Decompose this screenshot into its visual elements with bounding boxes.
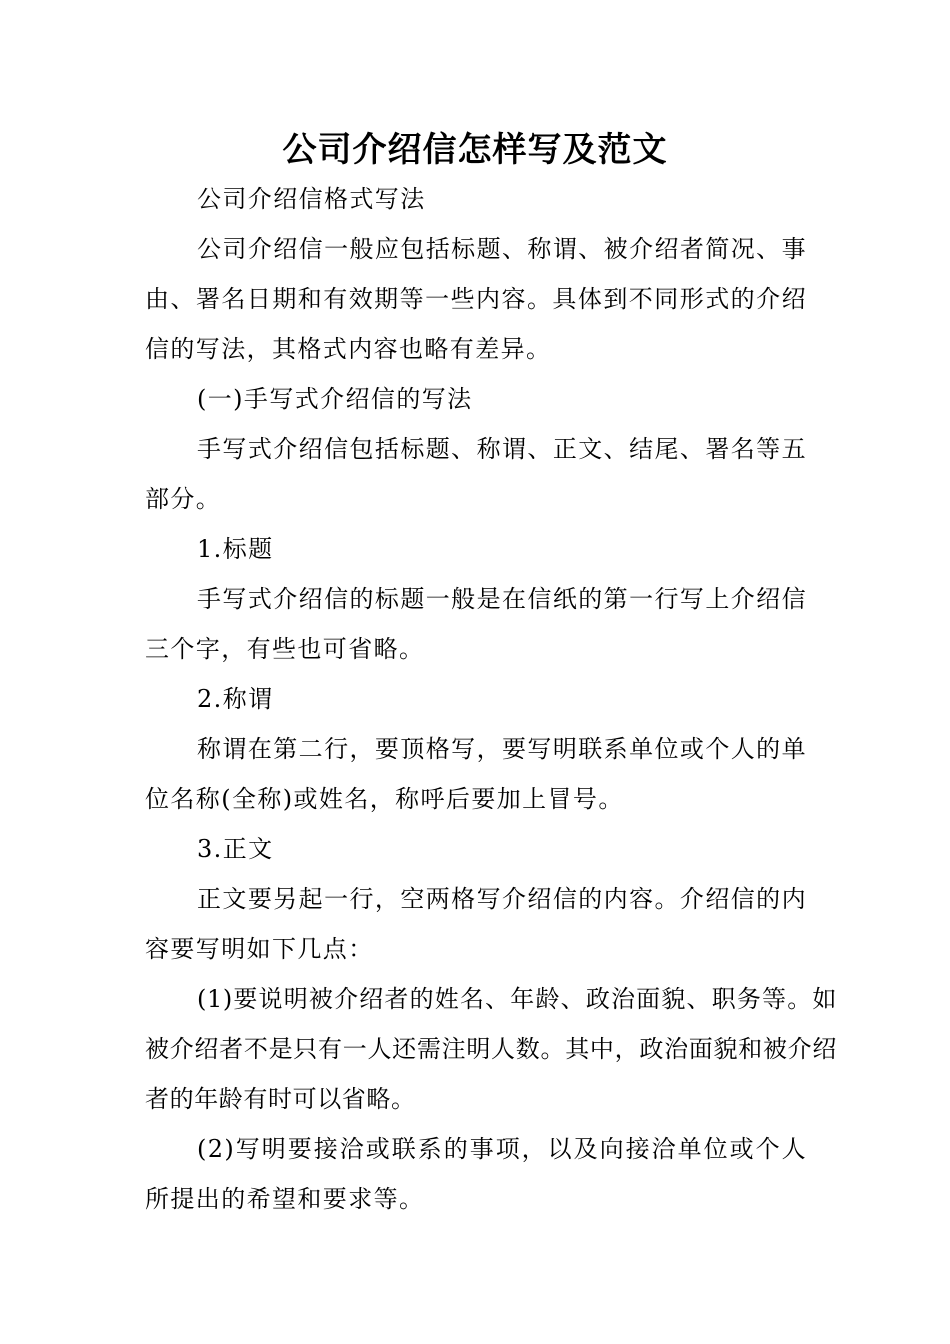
paragraph-overview: 公司介绍信一般应包括标题、称谓、被介绍者简况、事由、署名日期和有效期等一些内容。具体到不同形式的介绍信的写法，其格式内容也略有差异。 [145,235,807,363]
document-title: 公司介绍信怎样写及范文 [282,130,668,170]
paragraph-handwritten-parts: 手写式介绍信包括标题、称谓、正文、结尾、署名等五部分。 [145,435,807,513]
paragraph-body: 正文要另起一行，空两格写介绍信的内容。介绍信的内容要写明如下几点： [145,885,807,963]
subheading-title: 1.标题 [197,535,274,563]
subheading-body: 3.正文 [197,835,274,863]
paragraph-salutation: 称谓在第二行，要顶格写，要写明联系单位或个人的单位名称(全称)或姓名，称呼后要加上冒号。 [145,735,807,813]
section-heading-format: 公司介绍信格式写法 [197,185,426,213]
section-heading-handwritten: (一)手写式介绍信的写法 [197,385,473,413]
paragraph-point-2: (2)写明要接洽或联系的事项，以及向接洽单位或个人所提出的希望和要求等。 [145,1135,807,1213]
subheading-salutation: 2.称谓 [197,685,274,713]
paragraph-point-1: (1)要说明被介绍者的姓名、年龄、政治面貌、职务等。如被介绍者不是只有一人还需注明人数。其中，政治面貌和被介绍者的年龄有时可以省略。 [145,985,837,1113]
document-body [145,174,837,1224]
paragraph-title: 手写式介绍信的标题一般是在信纸的第一行写上介绍信三个字，有些也可省略。 [145,585,807,663]
